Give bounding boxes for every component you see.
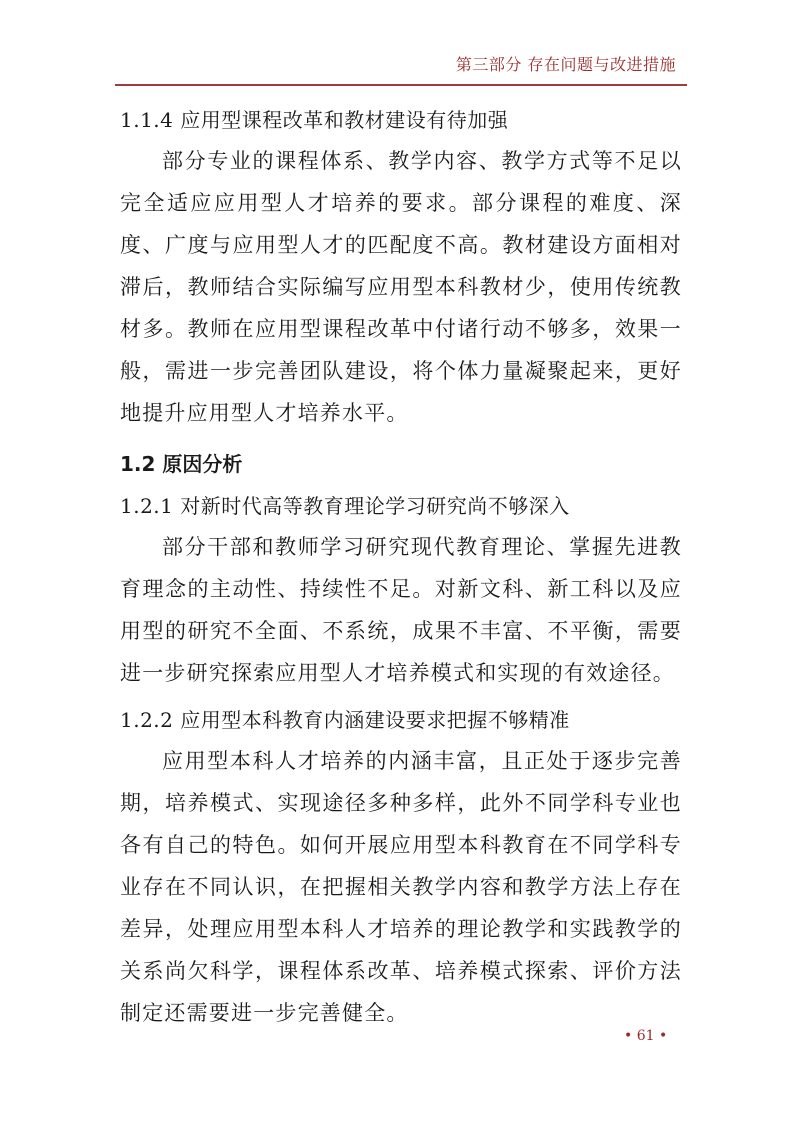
chapter-header: 第三部分 存在问题与改进措施	[455, 55, 676, 74]
section-title-1-2: 1.2 原因分析	[120, 452, 243, 476]
page-number: • 61 •	[624, 1028, 668, 1044]
subsection-heading-1-1-4: 1.1.4 应用型课程改革和教材建设有待加强	[120, 108, 509, 132]
paragraph-1-2-2: 应用型本科人才培养的内涵丰富，且正处于逐步完善期，培养模式、实现途径多种多样，此外不同学科专业也各有自己的特色。如何开展应用型本科教育在不同学科专业存在不同认识，在把握相关教学内容和教学方法上存在差异，处理应用型本科人才培养的理论教学和实践教学的关系尚欠科学，课程体系改革、培养模式探索、评价方法制定还需要进一步完善健全。	[120, 749, 682, 1025]
subsection-heading-1-2-1: 1.2.1 对新时代高等教育理论学习研究尚不够深入	[120, 494, 570, 518]
paragraph-1-1-4: 部分专业的课程体系、教学内容、教学方式等不足以完全适应应用型人才培养的要求。部分课程的难度、深度、广度与应用型人才的匹配度不高。教材建设方面相对滞后，教师结合实际编写应用型本科教材少，使用传统教材多。教师在应用型课程改革中付诸行动不够多，效果一般，需进一步完善团队建设，将个体力量凝聚起来，更好地提升应用型人才培养水平。	[120, 149, 682, 425]
subsection-heading-1-2-2: 1.2.2 应用型本科教育内涵建设要求把握不够精准	[120, 708, 570, 732]
document-body	[120, 100, 682, 1034]
header-divider	[115, 84, 687, 86]
paragraph-1-2-1: 部分干部和教师学习研究现代教育理论、掌握先进教育理念的主动性、持续性不足。对新文科、新工科以及应用型的研究不全面、不系统，成果不丰富、不平衡，需要进一步研究探索应用型人才培养模式和实现的有效途径。	[120, 535, 682, 685]
